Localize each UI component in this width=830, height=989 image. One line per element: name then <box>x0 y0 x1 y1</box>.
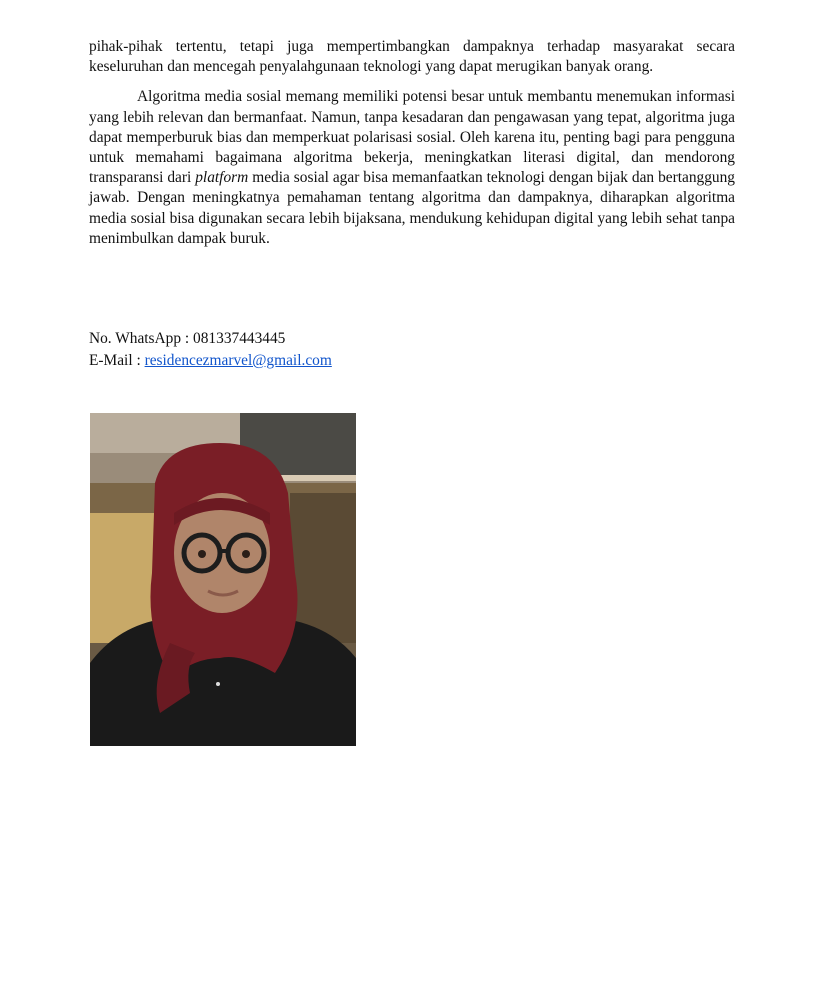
email-link[interactable]: residencezmarvel@gmail.com <box>144 352 332 369</box>
email-line <box>89 350 332 372</box>
paragraph-summary <box>89 87 735 249</box>
paragraph-conclusion-end <box>89 37 735 77</box>
author-photo <box>90 413 356 746</box>
email-label: E-Mail : <box>89 352 145 369</box>
whatsapp-label: No. WhatsApp : <box>89 330 194 347</box>
paragraph-text: pihak-pihak tertentu, tetapi juga mempertimbangkan dampaknya terhadap masyarakat secara keseluruhan dan mencegah penyalahgunaan teknologi yang dapat merugikan banyak orang. <box>89 38 735 76</box>
whatsapp-line <box>89 328 332 350</box>
document-body <box>89 37 735 249</box>
italic-term-platform: platform <box>195 169 249 187</box>
paragraph-text: media sosial agar bisa memanfaatkan teknologi dengan bijak dan bertanggung jawab. Dengan meningkatnya pemahaman tentang algoritma dan dampaknya, diharapkan algoritma media sosial bisa digunakan secara lebih bijaksana, mendukung kehidupan digital yang lebih sehat tanpa menimbulkan dampak buruk. <box>89 169 735 247</box>
paragraph-text: Algoritma media sosial memang memiliki potensi besar untuk membantu menemukan informasi yang lebih relevan dan bermanfaat. Namun, tanpa kesadaran dan pengawasan yang tepat, algoritma juga dapat memperburuk bias dan memperkuat polarisasi sosial. Oleh karena itu, penting bagi para pengguna untuk memahami bagaimana algoritma bekerja, meningkatkan literasi digital, dan mendorong transparansi dari <box>89 88 735 187</box>
contact-info <box>89 328 332 372</box>
whatsapp-number: 081337443445 <box>193 330 286 347</box>
